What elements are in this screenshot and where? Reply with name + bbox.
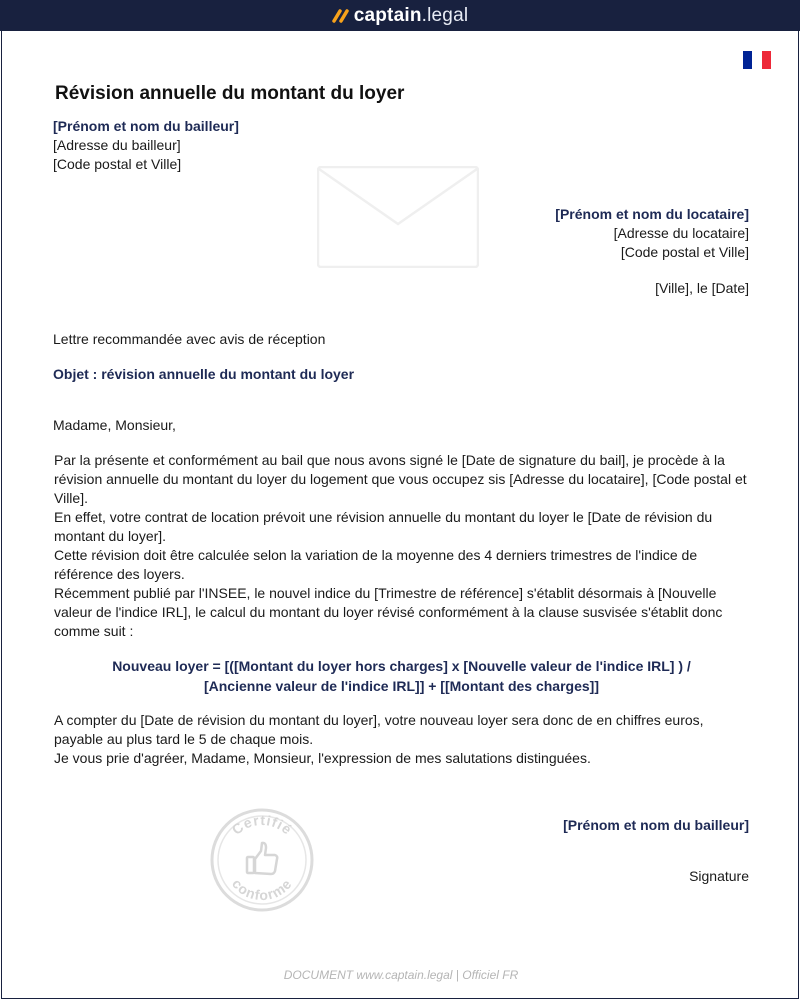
letter-body [54, 451, 749, 641]
brand-tld: .legal [421, 4, 469, 26]
recipient-block [449, 205, 749, 262]
sender-name: [Prénom et nom du bailleur] [53, 118, 239, 134]
recipient-city: [Code postal et Ville] [620, 244, 749, 260]
signatory-name: [Prénom et nom du bailleur] [563, 817, 749, 833]
rent-formula [54, 656, 749, 696]
signature-label: Signature [689, 868, 749, 884]
french-flag-icon[interactable] [743, 51, 771, 69]
recipient-address: [Adresse du locataire] [613, 225, 749, 241]
certified-stamp-icon [209, 807, 315, 918]
svg-text:conforme [229, 875, 295, 903]
paragraph: Cette révision doit être calculée selon la variation de la moyenne des 4 derniers trimestres de l'indice de référence des loyers. [54, 547, 698, 582]
recipient-name: [Prénom et nom du locataire] [555, 206, 749, 222]
paragraph: Par la présente et conformément au bail que nous avons signé le [Date de signature du bail], je procède à la révision annuelle du montant du loyer du logement que vous occupez sis [Adresse du locataire], [Code postal et Ville]. [54, 452, 747, 506]
paragraph: Récemment publié par l'INSEE, le nouvel indice du [Trimestre de référence] s'établit désormais à [Nouvelle valeur de l'indice IRL], le calcul du montant du loyer révisé conformément à la clause susvisée s'établit donc comme suit : [54, 585, 723, 639]
formula-line-2: [Ancienne valeur de l'indice IRL]] + [[Montant des charges]] [203, 678, 599, 694]
footer-watermark: DOCUMENT www.captain.legal | Officiel FR [283, 968, 519, 982]
subject-line: Objet : révision annuelle du montant du loyer [53, 366, 355, 382]
salutation: Madame, Monsieur, [53, 417, 176, 433]
sender-block [53, 117, 239, 174]
closing-text [54, 711, 749, 768]
delivery-mode: Lettre recommandée avec avis de réception [53, 331, 326, 347]
sender-city: [Code postal et Ville] [53, 156, 182, 172]
closing-paragraph: A compter du [Date de révision du montant du loyer], votre nouveau loyer sera donc de en chiffres euros, payable au plus tard le 5 de chaque mois. [54, 712, 704, 747]
place-date: [Ville], le [Date] [655, 280, 749, 296]
stamp-text-bottom: conforme [228, 875, 296, 904]
formula-line-1: Nouveau loyer = [([Montant du loyer hors charges] x [Nouvelle valeur de l'indice IRL] ) / [112, 658, 691, 674]
document-title: Révision annuelle du montant du loyer [55, 83, 405, 104]
paragraph: En effet, votre contrat de location prévoit une révision annuelle du montant du loyer le [Date de révision du montant du loyer]. [54, 509, 713, 544]
closing-paragraph: Je vous prie d'agréer, Madame, Monsieur, l'expression de mes salutations distinguées. [54, 750, 591, 766]
stamp-text-top: Certifié [228, 811, 296, 838]
document-page [1, 0, 799, 999]
brand-name: captain [353, 4, 422, 26]
sender-address: [Adresse du bailleur] [53, 137, 181, 153]
